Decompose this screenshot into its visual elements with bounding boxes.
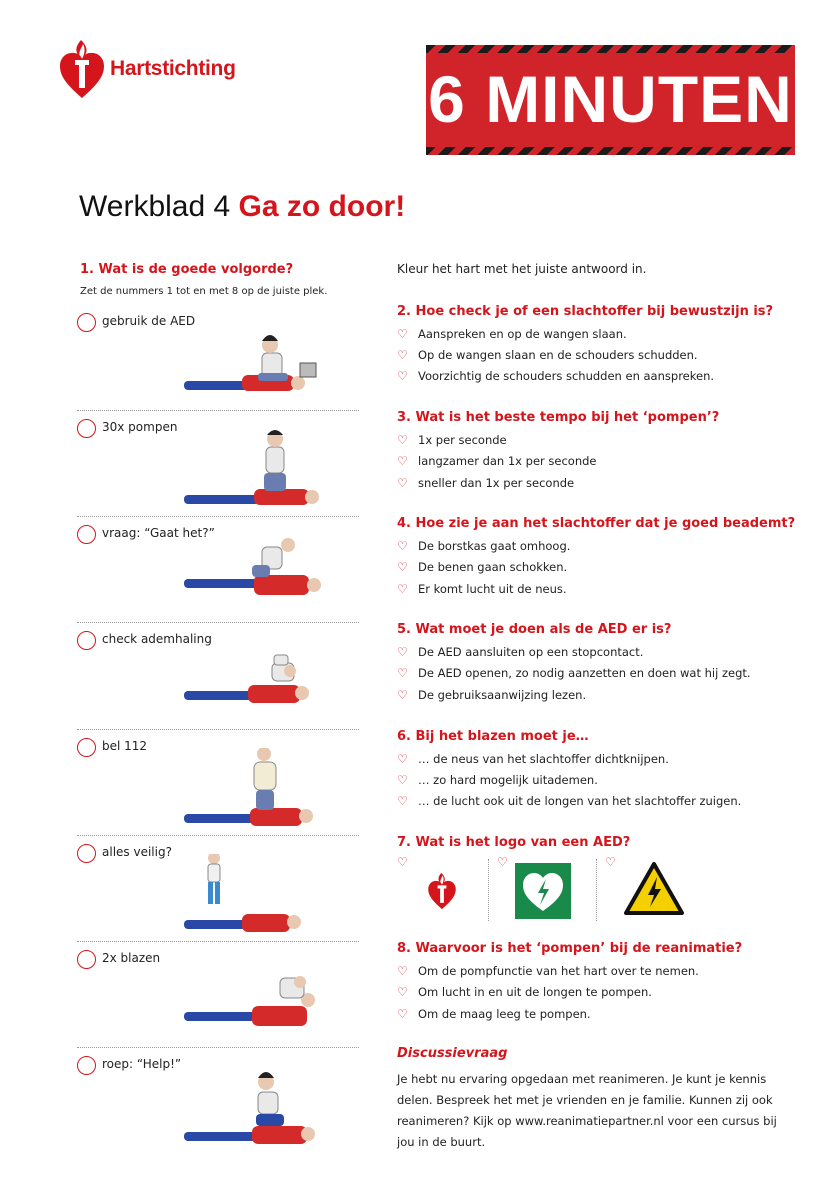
q1-instruction: Zet de nummers 1 tot en met 8 op de juiste plek. [80, 286, 328, 297]
option-text: De borstkas gaat omhoog. [418, 539, 571, 553]
option-text: De gebruiksaanwijzing lezen. [418, 688, 587, 702]
answer-option[interactable] [397, 985, 652, 999]
hartstichting-logo-icon [427, 865, 457, 917]
question-title: 4. Hoe zie je aan het slachtoffer dat je goed beademt? [397, 516, 796, 531]
heart-outline-icon[interactable]: ♡ [397, 752, 408, 766]
answer-option[interactable] [397, 348, 698, 362]
chest-compression-illustration [182, 429, 332, 511]
call-for-help-illustration [182, 1066, 332, 1148]
question-title: 5. Wat moet je doen als de AED er is? [397, 622, 672, 637]
heart-outline-icon[interactable]: ♡ [397, 645, 408, 659]
call-112-illustration [182, 748, 332, 830]
option-text: … zo hard mogelijk uitademen. [418, 773, 598, 787]
divider [488, 859, 489, 921]
logo-option[interactable] [605, 855, 705, 925]
step-number-circle[interactable] [77, 313, 96, 332]
step-item [77, 516, 359, 622]
step-number-circle[interactable] [77, 738, 96, 757]
heart-outline-icon[interactable]: ♡ [397, 348, 408, 362]
step-number-circle[interactable] [77, 844, 96, 863]
heart-outline-icon[interactable]: ♡ [397, 794, 408, 808]
answer-option[interactable] [397, 369, 714, 383]
divider [596, 859, 597, 921]
step-item [77, 835, 359, 941]
option-text: Aanspreken en op de wangen slaan. [418, 327, 627, 341]
heart-outline-icon[interactable]: ♡ [605, 855, 616, 869]
step-label: gebruik de AED [102, 314, 196, 328]
answer-option[interactable] [397, 752, 669, 766]
answer-option[interactable] [397, 645, 643, 659]
option-text: 1x per seconde [418, 433, 507, 447]
question-title: 6. Bij het blazen moet je… [397, 729, 589, 744]
option-text: De AED aansluiten op een stopcontact. [418, 645, 644, 659]
option-text: De AED openen, zo nodig aanzetten en doen wat hij zegt. [418, 666, 751, 680]
answer-option[interactable] [397, 964, 699, 978]
heart-outline-icon[interactable]: ♡ [397, 476, 408, 490]
step-item [77, 622, 359, 728]
heart-outline-icon[interactable]: ♡ [397, 773, 408, 787]
question-title: 3. Wat is het beste tempo bij het ‘pompen’? [397, 410, 720, 425]
option-text: Er komt lucht uit de neus. [418, 582, 567, 596]
option-text: Om de pompfunctie van het hart over te nemen. [418, 964, 699, 978]
heart-outline-icon[interactable]: ♡ [397, 369, 408, 383]
heart-outline-icon[interactable]: ♡ [397, 688, 408, 702]
logo-option[interactable] [497, 855, 597, 925]
discussion-body: Je hebt nu ervaring opgedaan met reanimeren. Je kunt je kennis delen. Bespreek het met je vrienden en je familie. Kunnen zij ook reanimeren? Kijk op www.reanimatiepartner.nl voor een cursus bij jou in de buurt. [397, 1072, 777, 1149]
step-label: alles veilig? [102, 845, 172, 859]
answer-option[interactable] [397, 794, 741, 808]
step-label: roep: “Help!” [102, 1057, 182, 1071]
heart-outline-icon[interactable]: ♡ [397, 1007, 408, 1021]
safety-check-illustration [182, 854, 332, 936]
step-number-circle[interactable] [77, 525, 96, 544]
step-item [77, 410, 359, 516]
step-label: check ademhaling [102, 632, 212, 646]
q1-title: 1. Wat is de goede volgorde? [80, 262, 294, 277]
banner-stripe-top [426, 45, 795, 53]
heart-outline-icon[interactable]: ♡ [397, 964, 408, 978]
check-breathing-illustration [182, 641, 332, 723]
heart-outline-icon[interactable]: ♡ [397, 560, 408, 574]
instruction-text: Kleur het hart met het juiste antwoord in. [397, 262, 647, 276]
step-item [77, 1047, 359, 1153]
discussion-title: Discussievraag [397, 1046, 508, 1061]
answer-option[interactable] [397, 327, 627, 341]
heart-outline-icon[interactable]: ♡ [397, 454, 408, 468]
answer-option[interactable] [397, 773, 598, 787]
answer-option[interactable] [397, 1007, 591, 1021]
option-text: Voorzichtig de schouders schudden en aanspreken. [418, 369, 715, 383]
step-label: vraag: “Gaat het?” [102, 526, 215, 540]
step-item [77, 941, 359, 1047]
step-number-circle[interactable] [77, 950, 96, 969]
title-highlight: Ga zo door! [238, 190, 406, 223]
question-title: 2. Hoe check je of een slachtoffer bij bewustzijn is? [397, 304, 774, 319]
heart-outline-icon[interactable]: ♡ [397, 985, 408, 999]
option-text: De benen gaan schokken. [418, 560, 568, 574]
option-text: Op de wangen slaan en de schouders schudden. [418, 348, 698, 362]
aed-logo-icon [515, 863, 571, 919]
option-text: … de lucht ook uit de longen van het slachtoffer zuigen. [418, 794, 742, 808]
six-minutes-banner [426, 45, 795, 155]
step-label: 2x blazen [102, 951, 161, 965]
option-text: sneller dan 1x per seconde [418, 476, 575, 490]
heart-outline-icon[interactable]: ♡ [497, 855, 508, 869]
heart-outline-icon[interactable]: ♡ [397, 582, 408, 596]
answer-option[interactable] [397, 560, 567, 574]
step-item [77, 305, 359, 411]
answer-option[interactable] [397, 688, 586, 702]
heart-outline-icon[interactable]: ♡ [397, 855, 408, 869]
high-voltage-warning-icon [623, 861, 685, 917]
question-title: 7. Wat is het logo van een AED? [397, 835, 631, 850]
banner-text: 6 MINUTEN [428, 62, 793, 136]
answer-option[interactable] [397, 433, 507, 447]
logo-text: Hartstichting [110, 57, 236, 80]
banner-stripe-bottom [426, 147, 795, 155]
step-label: bel 112 [102, 739, 148, 753]
step-label: 30x pompen [102, 420, 178, 434]
answer-option[interactable] [397, 539, 570, 553]
heart-outline-icon[interactable]: ♡ [397, 433, 408, 447]
ask-victim-illustration [182, 535, 332, 617]
option-text: langzamer dan 1x per seconde [418, 454, 597, 468]
option-text: Om lucht in en uit de longen te pompen. [418, 985, 652, 999]
aed-use-illustration [182, 323, 332, 405]
question-title: 8. Waarvoor is het ‘pompen’ bij de reanimatie? [397, 941, 743, 956]
rescue-breaths-illustration [182, 960, 332, 1042]
answer-option[interactable] [397, 476, 574, 490]
step-number-circle[interactable] [77, 419, 96, 438]
option-text: … de neus van het slachtoffer dichtknijpen. [418, 752, 669, 766]
logo-option[interactable] [397, 855, 487, 925]
hartstichting-heart-icon [58, 38, 106, 100]
option-text: Om de maag leeg te pompen. [418, 1007, 591, 1021]
answer-option[interactable] [397, 666, 751, 680]
step-item [77, 729, 359, 835]
step-number-circle[interactable] [77, 631, 96, 650]
logo-options [397, 855, 797, 925]
heart-outline-icon[interactable]: ♡ [397, 539, 408, 553]
step-number-circle[interactable] [77, 1056, 96, 1075]
answer-option[interactable] [397, 454, 597, 468]
page-title [79, 190, 405, 224]
title-prefix: Werkblad 4 [79, 190, 231, 223]
heart-outline-icon[interactable]: ♡ [397, 666, 408, 680]
answer-option[interactable] [397, 582, 567, 596]
heart-outline-icon[interactable]: ♡ [397, 327, 408, 341]
hartstichting-logo [58, 38, 236, 100]
